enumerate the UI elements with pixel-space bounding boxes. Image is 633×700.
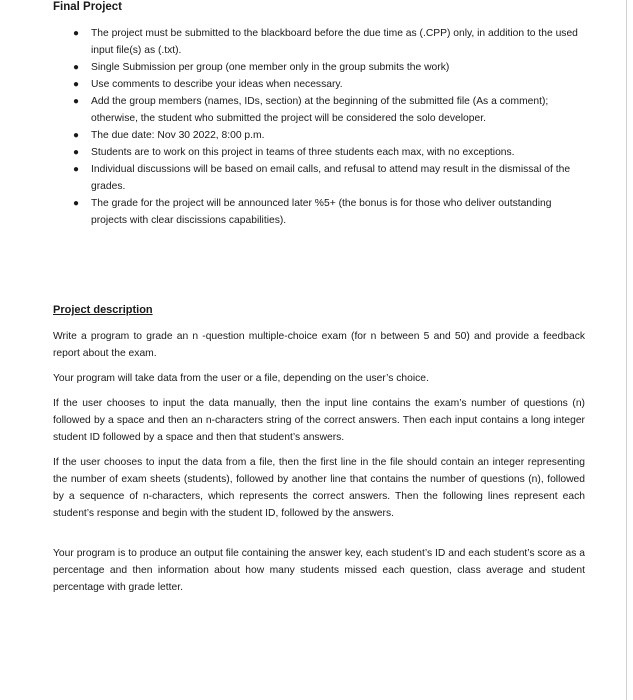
list-item [53,25,583,59]
bullet-icon: ● [73,164,80,175]
description-title: Project description [53,304,153,316]
description-paragraph: Write a program to grade an n -question multiple-choice exam (for n between 5 and 50) and provide a feedback report about the exam. [53,331,585,359]
description-paragraph: Your program is to produce an output file containing the answer key, each student’s ID and each student’s score as a percentage and then information about how many students missed each question, class average and student percentage with grade letter. [53,548,585,593]
requirements-list [53,25,583,229]
list-item [53,195,583,229]
list-item-text: The project must be submitted to the blackboard before the due time as (.CPP) only, in addition to the used input file(s) as (.txt). [91,28,578,56]
list-item-text: The due date: Nov 30 2022, 8:00 p.m. [91,130,265,141]
list-item [53,76,583,93]
list-item [53,93,583,127]
list-item-text: Students are to work on this project in teams of three students each max, with no exceptions. [91,147,515,158]
list-item [53,59,583,76]
bullet-icon: ● [73,147,80,158]
description-paragraph: Your program will take data from the user or a file, depending on the user’s choice. [53,373,429,384]
description-paragraph: If the user chooses to input the data manually, then the input line contains the exam’s number of questions (n) followed by a space and then an n-characters string of the correct answers. Then each input contains a long integer student ID followed by a space and then that student’s answers. [53,398,585,443]
list-item [53,161,583,195]
list-item-text: Individual discussions will be based on email calls, and refusal to attend may result in the dismissal of the grades. [91,164,571,192]
list-item [53,144,583,161]
list-item-text: Use comments to describe your ideas when necessary. [91,79,343,90]
bullet-icon: ● [73,79,80,90]
bullet-icon: ● [73,28,80,39]
bullet-icon: ● [73,62,80,73]
bullet-icon: ● [73,130,80,141]
list-item-text: Single Submission per group (one member only in the group submits the work) [91,62,450,73]
description-paragraph: If the user chooses to input the data from a file, then the first line in the file should contain an integer representing the number of exam sheets (students), followed by another line that contains the number of questions (n), followed by a sequence of n-characters, which represents the correct answers. Then the following lines represent each student’s response and begin with the student ID, followed by the answers. [53,457,585,519]
list-item [53,127,583,144]
list-item-text: The grade for the project will be announced later %5+ (the bonus is for those who deliver outstanding projects with clear discissions capabilities). [91,198,552,226]
list-item-text: Add the group members (names, IDs, section) at the beginning of the submitted file (As a comment); otherwise, the student who submitted the project will be considered the solo developer. [91,96,549,124]
bullet-icon: ● [73,198,80,209]
bullet-icon: ● [73,96,80,107]
page-title: Final Project [53,1,123,13]
